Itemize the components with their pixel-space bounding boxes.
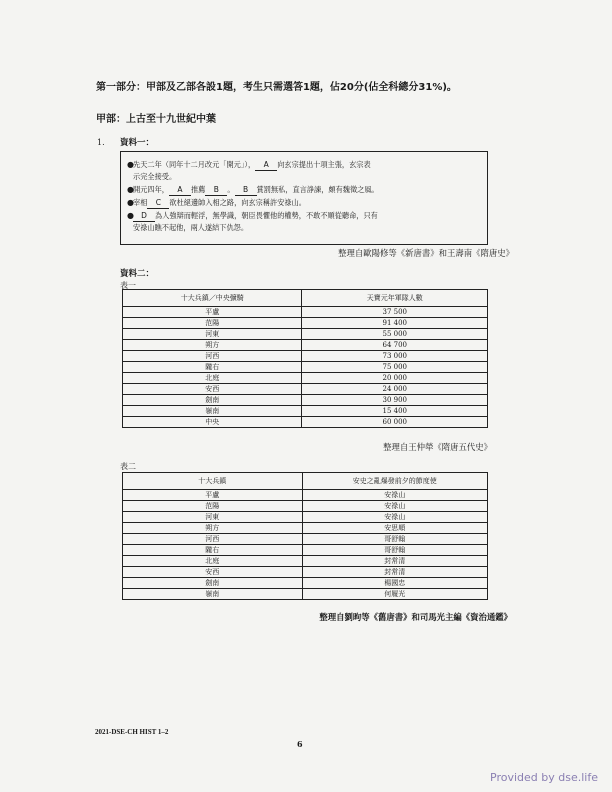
b2-mid1: 推薦	[190, 185, 206, 194]
table1-region-cell: 劍南	[123, 395, 302, 406]
table1-row	[123, 329, 488, 340]
blank-c: C	[147, 197, 169, 209]
bullet-icon: ●	[127, 198, 134, 207]
table1-row	[123, 340, 488, 351]
b4-post: 為人強辯而輕浮，無學識，朝臣畏懼他的權勢，不敢不順從聽命，只有	[155, 211, 378, 220]
table1-region-cell: 河西	[123, 351, 302, 362]
b3-pre: 宰相	[133, 198, 148, 207]
table1-row	[123, 351, 488, 362]
table1-region-cell: 隴右	[123, 362, 302, 373]
table2-header-governor: 安史之亂爆發前夕的節度使	[302, 473, 488, 490]
table1	[122, 289, 488, 428]
table2-region-cell: 劍南	[123, 578, 303, 589]
table2-region-cell: 范陽	[123, 501, 303, 512]
table1-row	[123, 373, 488, 384]
table2-region-cell: 朔方	[123, 523, 303, 534]
b3-post: 欲杜絕邊帥入相之路，向玄宗稱許安祿山。	[169, 198, 306, 207]
source1-bullet-3	[127, 197, 479, 209]
source1-box	[120, 151, 488, 245]
table2-row	[123, 556, 488, 567]
table2-row	[123, 567, 488, 578]
table2-row	[123, 512, 488, 523]
table1-region-cell: 北庭	[123, 373, 302, 384]
table2-value-cell: 封常清	[302, 567, 488, 578]
table1-region-cell: 安西	[123, 384, 302, 395]
blank-a: A	[255, 159, 277, 171]
question-number: 1.	[97, 138, 105, 147]
table1-row	[123, 395, 488, 406]
table1-label: 表一	[120, 281, 136, 290]
blank-b: B	[205, 184, 227, 196]
bullet-icon: ●	[127, 211, 134, 220]
bullet-icon: ●	[127, 160, 134, 169]
source2-label: 資料二：	[120, 269, 155, 279]
table1-row	[123, 384, 488, 395]
watermark: Provided by dse.life	[490, 771, 598, 784]
table2-value-cell: 安思順	[302, 523, 488, 534]
table2-value-cell: 安祿山	[302, 490, 488, 501]
section-heading: 甲部：上古至十九世紀中葉	[96, 114, 216, 125]
table2-value-cell: 封常清	[302, 556, 488, 567]
table1-region-cell: 中央	[123, 417, 302, 428]
b1-post: 向玄宗提出十項主張，玄宗表	[277, 160, 371, 169]
table2-region-cell: 平盧	[123, 490, 303, 501]
table2-region-cell: 河西	[123, 534, 303, 545]
table1-header-region: 十大兵鎮／中央彍騎	[123, 290, 302, 307]
table1-row	[123, 318, 488, 329]
table2-row	[123, 534, 488, 545]
b1-pre: 先天二年（同年十二月改元「開元」），	[133, 160, 256, 169]
table2-value-cell: 哥舒翰	[302, 534, 488, 545]
blank-d: D	[133, 210, 155, 222]
source1-label: 資料一：	[120, 138, 155, 148]
table1-value-cell: 91 400	[302, 318, 488, 329]
table1-citation: 整理自王仲犖《隋唐五代史》	[383, 442, 492, 452]
table1-row	[123, 362, 488, 373]
table2-row	[123, 545, 488, 556]
table2-region-cell: 隴右	[123, 545, 303, 556]
table1-region-cell: 朔方	[123, 340, 302, 351]
blank-a: A	[169, 184, 191, 196]
table2-value-cell: 楊國忠	[302, 578, 488, 589]
table2-row	[123, 578, 488, 589]
table2-citation: 整理自劉昫等《舊唐書》和司馬光主編《資治通鑑》	[319, 612, 512, 622]
table1-value-cell: 24 000	[302, 384, 488, 395]
table2-row	[123, 501, 488, 512]
table1-value-cell: 60 000	[302, 417, 488, 428]
table2-region-cell: 河東	[123, 512, 303, 523]
table2-region-cell: 北庭	[123, 556, 303, 567]
table1-region-cell: 范陽	[123, 318, 302, 329]
table1-header-troops: 天寶元年軍隊人數	[302, 290, 488, 307]
table2-value-cell: 安祿山	[302, 501, 488, 512]
source1-citation: 整理自歐陽修等《新唐書》和王壽南《隋唐史》	[338, 248, 514, 258]
blank-b: B	[235, 184, 257, 196]
table2-value-cell: 哥舒翰	[302, 545, 488, 556]
table1-value-cell: 37 500	[302, 307, 488, 318]
table1-region-cell: 嶺南	[123, 406, 302, 417]
b2-pre: 開元四年，	[133, 185, 169, 194]
table1-region-cell: 平盧	[123, 307, 302, 318]
table1-region-cell: 河東	[123, 329, 302, 340]
table1-value-cell: 64 700	[302, 340, 488, 351]
table2-region-cell: 嶺南	[123, 589, 303, 600]
source1-bullet-2	[127, 184, 479, 196]
exam-code: 2021-DSE-CH HIST 1–2	[95, 728, 169, 736]
table2-row	[123, 490, 488, 501]
table2-row	[123, 523, 488, 534]
part-heading: 第一部分：甲部及乙部各設1題，考生只需選答1題，佔20分(佔全科總分31%)。	[96, 82, 457, 93]
source1-bullet-1	[127, 159, 479, 182]
table2-row	[123, 589, 488, 600]
table1-row	[123, 406, 488, 417]
table1-value-cell: 20 000	[302, 373, 488, 384]
table1-row	[123, 417, 488, 428]
table2-region-cell: 安西	[123, 567, 303, 578]
table1-value-cell: 75 000	[302, 362, 488, 373]
b1-line2: 示完全接受。	[133, 172, 177, 181]
page-number: 6	[297, 739, 303, 749]
table2-value-cell: 安祿山	[302, 512, 488, 523]
b2-post: 賞罰無私，直言諍諫，頗有魏徵之風。	[256, 185, 379, 194]
b4-line2: 安祿山瞧不起他，兩人遂結下仇怨。	[133, 223, 249, 232]
b2-mid2: 。	[227, 185, 235, 194]
table2	[122, 472, 488, 600]
table1-value-cell: 30 900	[302, 395, 488, 406]
table1-value-cell: 55 000	[302, 329, 488, 340]
table1-row	[123, 307, 488, 318]
source1-bullet-4	[127, 210, 479, 233]
table1-value-cell: 15 400	[302, 406, 488, 417]
bullet-icon: ●	[127, 185, 134, 194]
table2-header-region: 十大兵鎮	[123, 473, 303, 490]
table2-value-cell: 何履光	[302, 589, 488, 600]
table2-label: 表二	[120, 462, 136, 471]
table1-value-cell: 73 000	[302, 351, 488, 362]
